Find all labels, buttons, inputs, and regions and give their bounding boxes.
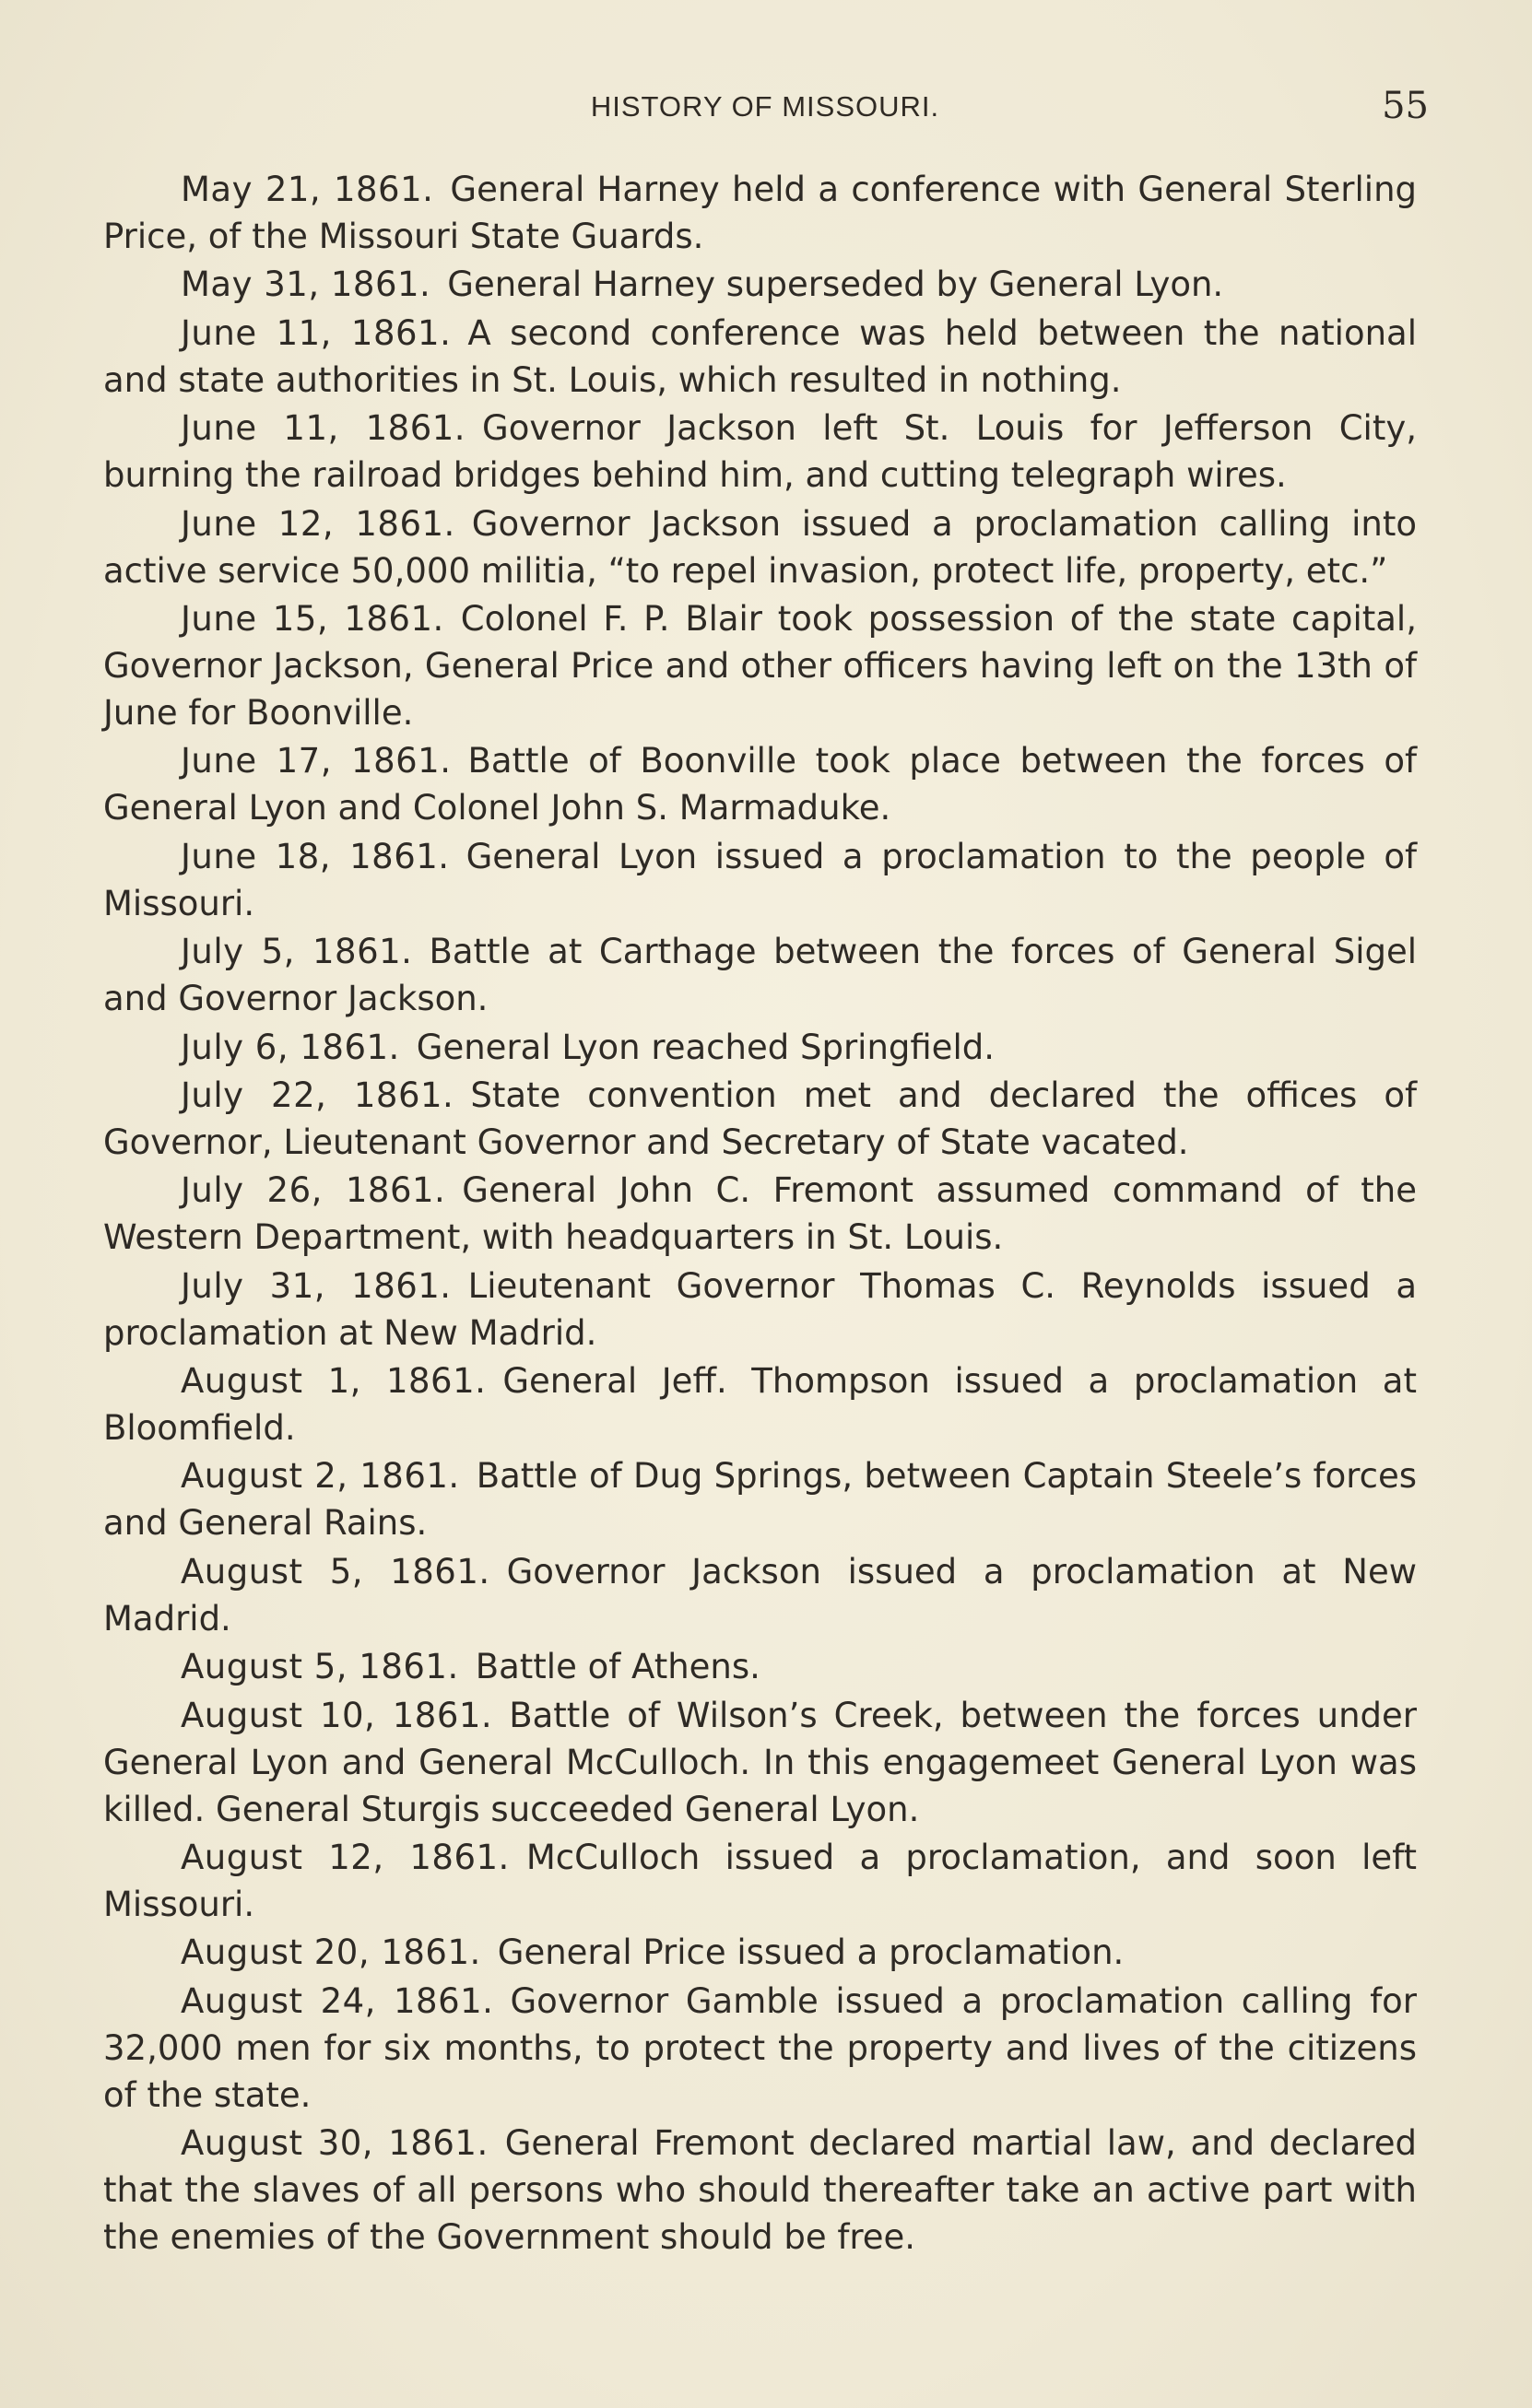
- running-title: HISTORY OF MISSOURI.: [590, 90, 940, 123]
- entry-text: General Lyon reached Springfield.: [416, 1027, 995, 1067]
- entry-text: General Price issued a proclamation.: [497, 1932, 1125, 1973]
- entry-text: Colonel F. P. Blair took possession of the state capital, Governor Jackson, General Price and other officers having left on the 13th of June for Boonville.: [103, 598, 1417, 733]
- entry-text: A second conference was held between the national and state authorities in St. Louis, which resulted in nothing.: [103, 312, 1417, 400]
- chronology-entry: [103, 1978, 1417, 2120]
- chronology-entry: [103, 310, 1417, 405]
- entry-text: Battle of Dug Springs, between Captain Steele’s forces and General Rains.: [103, 1456, 1418, 1544]
- entry-date: June 11, 1861.: [181, 312, 452, 353]
- chronology-entry: [103, 928, 1417, 1023]
- chronology-entry: [103, 1692, 1417, 1834]
- entry-text: Battle of Wilson’s Creek, between the forces under General Lyon and General McCulloch. In this engagemeet General Lyon was killed. General Sturgis succeeded General Lyon.: [103, 1695, 1417, 1829]
- entry-text: Governor Jackson left St. Louis for Jefferson City, burning the railroad bridges behind him, and cutting telegraph wires.: [103, 408, 1417, 496]
- entry-text: Lieutenant Governor Thomas C. Reynolds issued a proclamation at New Madrid.: [103, 1265, 1417, 1353]
- entry-text: Battle at Carthage between the forces of General Sigel and Governor Jackson.: [103, 932, 1417, 1019]
- entry-date: July 6, 1861.: [181, 1027, 400, 1067]
- page-header: [92, 85, 1438, 140]
- chronology-entry: [103, 166, 1417, 261]
- entry-text: General Jeff. Thompson issued a proclamation at Bloomfield.: [103, 1361, 1417, 1449]
- entry-text: General Lyon issued a proclamation to the people of Missouri.: [103, 836, 1417, 923]
- entry-date: August 12, 1861.: [181, 1838, 510, 1878]
- entry-date: July 31, 1861.: [181, 1265, 452, 1306]
- entry-date: August 5, 1861.: [181, 1551, 490, 1592]
- chronology-entry: [103, 1643, 1417, 1691]
- chronology-entry: [103, 833, 1417, 928]
- chronology-entry: [103, 1834, 1417, 1929]
- chronology-entry: [103, 1357, 1417, 1452]
- entry-date: June 18, 1861.: [181, 836, 450, 876]
- chronology-entry: [103, 1452, 1417, 1547]
- chronology-entry: [103, 737, 1417, 832]
- chronology-text: [103, 166, 1417, 2262]
- entry-text: General Fremont declared martial law, and declared that the slaves of all persons who should thereafter take an active part with the enemies of the Government should be free.: [103, 2123, 1417, 2258]
- entry-text: Battle of Boonville took place between the forces of General Lyon and Colonel John S. Marmaduke.: [103, 741, 1417, 828]
- entry-date: June 17, 1861.: [181, 741, 452, 781]
- page-number: 55: [1382, 85, 1429, 127]
- entry-date: July 5, 1861.: [181, 932, 413, 972]
- entry-date: May 31, 1861.: [181, 264, 431, 305]
- chronology-entry: [103, 261, 1417, 309]
- chronology-entry: [103, 595, 1417, 737]
- entry-text: State convention met and declared the offices of Governor, Lieutenant Governor and Secretary of State vacated.: [103, 1075, 1418, 1162]
- chronology-entry: [103, 1072, 1417, 1167]
- entry-date: May 21, 1861.: [181, 170, 434, 209]
- entry-date: August 24, 1861.: [181, 1980, 494, 2021]
- entry-text: McCulloch issued a proclamation, and soon left Missouri.: [103, 1838, 1417, 1925]
- chronology-entry: [103, 1929, 1417, 1977]
- entry-date: August 1, 1861.: [181, 1361, 487, 1402]
- entry-date: July 22, 1861.: [181, 1075, 454, 1115]
- chronology-entry: [103, 2120, 1417, 2261]
- chronology-entry: [103, 1024, 1417, 1072]
- entry-date: August 20, 1861.: [181, 1932, 481, 1973]
- entry-text: Battle of Athens.: [475, 1647, 760, 1687]
- entry-date: June 15, 1861.: [181, 598, 444, 639]
- entry-text: General Harney superseded by General Lyon.: [447, 264, 1224, 305]
- entry-date: August 2, 1861.: [181, 1456, 460, 1497]
- entry-date: June 11, 1861.: [181, 408, 466, 449]
- entry-text: Governor Jackson issued a proclamation at New Madrid.: [103, 1551, 1417, 1639]
- entry-date: August 30, 1861.: [181, 2123, 489, 2164]
- entry-date: June 12, 1861.: [181, 503, 455, 544]
- chronology-entry: [103, 500, 1417, 595]
- chronology-entry: [103, 1263, 1417, 1357]
- entry-date: August 10, 1861.: [181, 1695, 493, 1735]
- chronology-entry: [103, 1167, 1417, 1262]
- entry-text: Governor Jackson issued a proclamation calling into active service 50,000 militia, “to repel invasion, protect life, property, etc.”: [103, 503, 1417, 591]
- entry-text: General Harney held a conference with General Sterling Price, of the Missouri State Guards.: [103, 170, 1417, 256]
- entry-date: August 5, 1861.: [181, 1647, 459, 1687]
- chronology-entry: [103, 1548, 1417, 1643]
- entry-text: General John C. Fremont assumed command of the Western Department, with headquarters in St. Louis.: [103, 1170, 1418, 1258]
- chronology-entry: [103, 405, 1417, 499]
- entry-date: July 26, 1861.: [181, 1170, 446, 1211]
- entry-text: Governor Gamble issued a proclamation calling for 32,000 men for six months, to protect the property and lives of the citizens of the state.: [103, 1980, 1417, 2115]
